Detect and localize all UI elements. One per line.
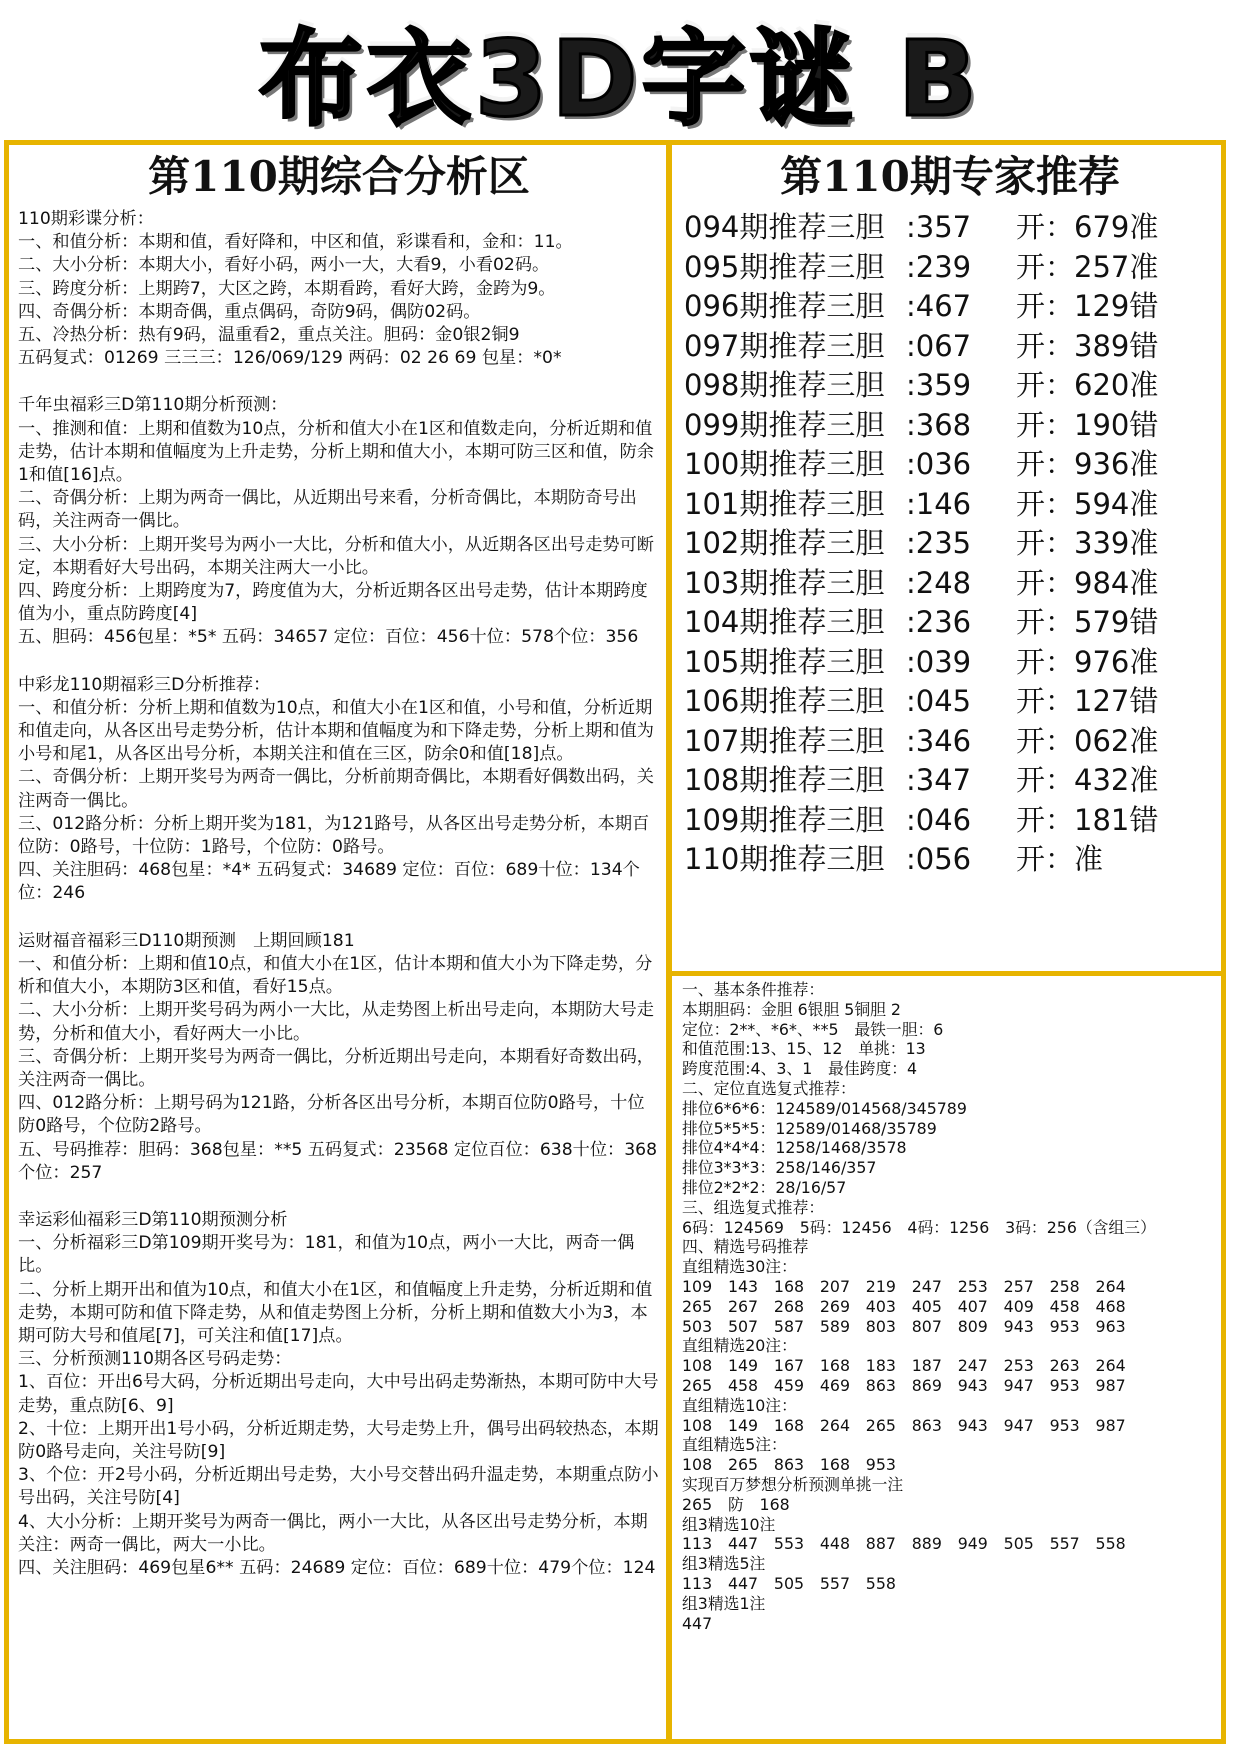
rec-result: 开：257准 [1016,249,1159,284]
rec-period: 103期推荐三胆 [684,565,885,600]
analysis-line: 五、号码推荐：胆码：368包星：**5 五码复式：23568 定位百位：638十位：368个位：257 [18,1139,658,1183]
rec-result: 开：389错 [1016,328,1159,363]
column-divider [666,145,672,1739]
detail-panel [682,980,1222,1740]
detail-line: 排位6*6*6：124589/014568/345789 [682,1098,967,1118]
rec-numbers: :235 [906,526,972,560]
detail-line: 109 143 168 207 219 247 253 257 258 264 [682,1276,1126,1296]
section-heading: 幸运彩仙福彩三D第110期预测分析 [18,1209,288,1230]
recommendation-list [684,208,1216,880]
recommendation-row [684,564,1216,604]
rec-result: 开：976准 [1016,644,1159,679]
detail-line: 直组精选30注： [682,1257,797,1277]
recommendation-row [684,287,1216,327]
detail-line: 直组精选20注： [682,1336,797,1356]
recommendation-row [684,366,1216,406]
rec-period: 100期推荐三胆 [684,447,885,481]
rec-period: 107期推荐三胆 [684,723,885,758]
rec-period: 095期推荐三胆 [684,249,885,284]
analysis-line: 一、和值分析：分析上期和值数为10点，和值大小在1区和值，小号和值，分析近期和值走向，从各区出号走势分析，估计本期和值幅度为和下降走势，分析上期和值为小号和尾1，从各区出号分析，本期关注和值在三区，防余0和值[18]点。 [18,697,654,765]
detail-line: 组3精选1注 [682,1593,766,1613]
section-heading: 千年虫福彩三D第110期分析预测： [18,395,288,416]
expert-title: 第110期专家推荐 [780,152,1120,201]
detail-line: 113 447 553 448 887 889 949 505 557 558 [682,1534,1126,1554]
recommendation-row [684,682,1216,722]
detail-line: 108 149 168 264 265 863 943 947 953 987 [682,1415,1126,1435]
analysis-line: 四、奇偶分析：本期奇偶，重点偶码，奇防9码，偶防02码。 [18,301,481,322]
recommendation-row [684,840,1216,880]
detail-line: 直组精选10注： [682,1395,797,1415]
rec-numbers: :347 [906,763,972,797]
rec-result: 开：准 [1016,842,1104,876]
analysis-line: 五、胆码：456包星：*5* 五码：34657 定位：百位：456十位：578个位：356 [18,627,639,648]
rec-period: 102期推荐三胆 [684,526,885,560]
analysis-line: 一、分析福彩三D第109期开奖号为：181，和值为10点，两小一大比，两奇一偶比。 [18,1233,635,1277]
detail-line: 排位2*2*2：28/16/57 [682,1177,847,1197]
rec-period: 097期推荐三胆 [684,328,885,363]
rec-result: 开：190错 [1016,407,1159,442]
rec-numbers: :039 [906,644,972,679]
analysis-section [18,674,660,906]
banner [0,0,1240,140]
analysis-title: 第110期综合分析区 [148,152,530,201]
detail-line: 排位5*5*5：12589/01468/35789 [682,1118,937,1138]
rec-numbers: :146 [906,486,972,521]
rec-period: 108期推荐三胆 [684,763,885,797]
rec-numbers: :236 [906,605,972,639]
rec-numbers: :056 [906,842,972,876]
analysis-line: 2、十位：上期开出1号小码，分析近期走势，大号走势上升，偶号出码较热态，本期防0路号走向，关注号防[9] [18,1418,659,1462]
detail-line: 跨度范围:4、3、1 最佳跨度：4 [682,1059,918,1079]
rec-result: 开：936准 [1016,447,1159,481]
analysis-section [18,394,660,649]
analysis-line: 四、关注胆码：468包星：*4* 五码复式：34689 定位：百位：689十位：134个位：246 [18,860,640,904]
rec-period: 105期推荐三胆 [684,644,885,679]
section-heading: 运财福音福彩三D110期预测 上期回顾181 [18,930,355,951]
recommendation-row [684,485,1216,525]
rec-result: 开：594准 [1016,486,1159,521]
rec-numbers: :248 [906,565,972,600]
analysis-panel [18,148,660,1738]
analysis-line: 一、和值分析：上期和值10点，和值大小在1区，估计本期和值大小为下降走势，分析和值大小，本期防3区和值，看好15点。 [18,953,653,998]
detail-list [682,980,1222,1633]
recommendation-row [684,406,1216,446]
detail-line: 排位4*4*4：1258/1468/3578 [682,1138,907,1158]
analysis-section [18,1209,660,1580]
recommendation-row [684,603,1216,643]
rec-period: 098期推荐三胆 [684,368,885,402]
rec-period: 104期推荐三胆 [684,605,885,639]
detail-line: 实现百万梦想分析预测单挑一注 [682,1474,904,1494]
recommendation-row [684,248,1216,288]
detail-line: 108 265 863 168 953 [682,1455,896,1475]
detail-line: 本期胆码：金胆 6银胆 5铜胆 2 [682,999,901,1019]
rec-period: 110期推荐三胆 [684,842,885,876]
analysis-line: 三、012路分析：分析上期开奖为181，为121路号，从各区出号走势分析，本期百位防：0路号，十位防：1路号，个位防：0路号。 [18,813,650,858]
rec-result: 开：181错 [1016,802,1159,837]
analysis-line: 二、大小分析：本期大小，看好小码，两小一大，大看9，小看02码。 [18,255,550,276]
rec-result: 开：984准 [1016,565,1159,600]
analysis-line: 二、奇偶分析：上期开奖号为两奇一偶比，分析前期奇偶比，本期看好偶数出码，关注两奇一偶比。 [18,767,654,811]
rec-period: 101期推荐三胆 [684,486,885,521]
detail-line: 直组精选5注： [682,1435,787,1455]
rec-numbers: :045 [906,684,972,718]
analysis-line: 三、大小分析：上期开奖号为两小一大比，分析和值大小，从近期各区出号走势可断定，本期看好大号出码，本期关注两大一小比。 [18,534,654,578]
detail-line: 265 防 168 [682,1494,790,1514]
analysis-line: 二、分析上期开出和值为10点，和值大小在1区，和值幅度上升走势，分析近期和值走势，本期可防和值下降走势，从和值走势图上分析，分析上期和值数大小为3，本期可防大号和值尾[7]，可关注和值[17]点。 [18,1279,653,1346]
detail-line: 排位3*3*3：258/146/357 [682,1158,877,1178]
analysis-section [18,930,660,1185]
analysis-line: 一、推测和值：上期和值数为10点，分析和值大小在1区和值数走向，分析近期和值走势，估计本期和值幅度为上升走势，分析上期和值大小，本期可防三区和值，防余1和值[16]点。 [18,418,654,486]
analysis-line: 四、关注胆码：469包星6** 五码：24689 定位：百位：689十位：479个位：124 [18,1557,656,1578]
rec-numbers: :467 [906,289,972,323]
detail-line: 和值范围:13、15、12 单挑：13 [682,1039,926,1059]
detail-line: 组3精选5注 [682,1554,766,1574]
rec-numbers: :036 [906,447,972,481]
detail-line: 447 [682,1613,713,1633]
rec-period: 106期推荐三胆 [684,684,885,718]
recommendation-row [684,761,1216,801]
rec-numbers: :346 [906,723,972,758]
rec-numbers: :357 [906,210,972,244]
rec-result: 开：620准 [1016,368,1159,402]
recommendation-row [684,445,1216,485]
detail-line: 组3精选10注 [682,1514,776,1534]
analysis-line: 三、分析预测110期各区号码走势： [18,1349,292,1370]
right-section-divider [672,971,1226,976]
analysis-line: 一、和值分析：本期和值，看好降和，中区和值，彩谍看和，金和：11。 [18,232,573,253]
detail-line: 一、基本条件推荐： [682,980,825,999]
analysis-line: 四、012路分析：上期号码为121路，分析各区出号分析，本期百位防0路号，十位防0路号，个位防2路号。 [18,1093,645,1137]
analysis-line: 二、奇偶分析：上期为两奇一偶比，从近期出号来看，分析奇偶比，本期防奇号出码，关注两奇一偶比。 [18,488,637,532]
analysis-line: 3、个位：开2号小码，分析近期出号走势，大小号交替出码升温走势，本期重点防小号出码，关注号防[4] [18,1465,659,1509]
rec-period: 099期推荐三胆 [684,407,885,442]
section-heading: 中彩龙110期福彩三D分析推荐： [18,674,271,695]
section-heading: 110期彩谍分析： [18,209,154,229]
rec-result: 开：679准 [1016,210,1159,244]
analysis-section [18,208,660,370]
analysis-line: 4、大小分析：上期开奖号为两奇一偶比，两小一大比，从各区出号走势分析，本期关注：两奇一偶比，两大一小比。 [18,1511,648,1555]
rec-result: 开：579错 [1016,605,1159,639]
detail-line: 四、精选号码推荐 [682,1237,809,1257]
rec-period: 094期推荐三胆 [684,210,885,244]
rec-numbers: :239 [906,249,972,284]
rec-numbers: :359 [906,368,972,402]
detail-line: 定位：2**、*6*、**5 最铁一胆：6 [682,1019,944,1039]
detail-line: 265 267 268 269 403 405 407 409 458 468 [682,1296,1126,1316]
rec-numbers: :067 [906,328,972,363]
analysis-sections [18,208,660,1580]
rec-result: 开：432准 [1016,763,1159,797]
analysis-line: 二、大小分析：上期开奖号码为两小一大比，从走势图上析出号走向，本期防大号走势，分析和值大小，看好两大一小比。 [18,1000,654,1044]
analysis-line: 五、冷热分析：热有9码，温重看2，重点关注。胆码：金0银2铜9 [18,325,520,346]
analysis-line: 四、跨度分析：上期跨度为7，跨度值为大，分析近期各区出号走势，估计本期跨度值为小，重点防跨度[4] [18,581,648,625]
detail-line: 二、定位直选复式推荐： [682,1078,856,1098]
recommendation-row [684,801,1216,841]
detail-line: 503 507 587 589 803 807 809 943 953 963 [682,1316,1126,1336]
expert-panel [684,148,1216,963]
recommendation-row [684,327,1216,367]
rec-numbers: :046 [906,802,972,837]
detail-line: 108 149 167 168 183 187 247 253 263 264 [682,1356,1126,1376]
detail-line: 6码：124569 5码：12456 4码：1256 3码：256（含组三） [682,1217,1156,1237]
rec-period: 109期推荐三胆 [684,802,885,837]
rec-result: 开：127错 [1016,684,1159,718]
banner-title: 布衣3D字谜 B [258,18,982,140]
analysis-line: 三、跨度分析：上期跨7，大区之跨，本期看跨，看好大跨，金跨为9。 [18,278,556,299]
recommendation-row [684,208,1216,248]
detail-line: 三、组选复式推荐： [682,1197,825,1217]
rec-result: 开：062准 [1016,723,1159,758]
recommendation-row [684,524,1216,564]
rec-result: 开：339准 [1016,526,1159,560]
detail-line: 113 447 505 557 558 [682,1573,896,1593]
rec-period: 096期推荐三胆 [684,289,885,323]
rec-result: 开：129错 [1016,289,1159,323]
analysis-line: 五码复式：01269 三三三：126/069/129 两码：02 26 69 包星：*0* [18,348,562,369]
recommendation-row [684,643,1216,683]
detail-line: 265 458 459 469 863 869 943 947 953 987 [682,1375,1126,1395]
rec-numbers: :368 [906,407,972,442]
analysis-line: 三、奇偶分析：上期开奖号为两奇一偶比，分析近期出号走向，本期看好奇数出码，关注两奇一偶比。 [18,1046,654,1090]
analysis-line: 1、百位：开出6号大码，分析近期出号走向，大中号出码走势渐热，本期可防中大号走势，重点防[6、9] [18,1372,659,1416]
recommendation-row [684,722,1216,762]
